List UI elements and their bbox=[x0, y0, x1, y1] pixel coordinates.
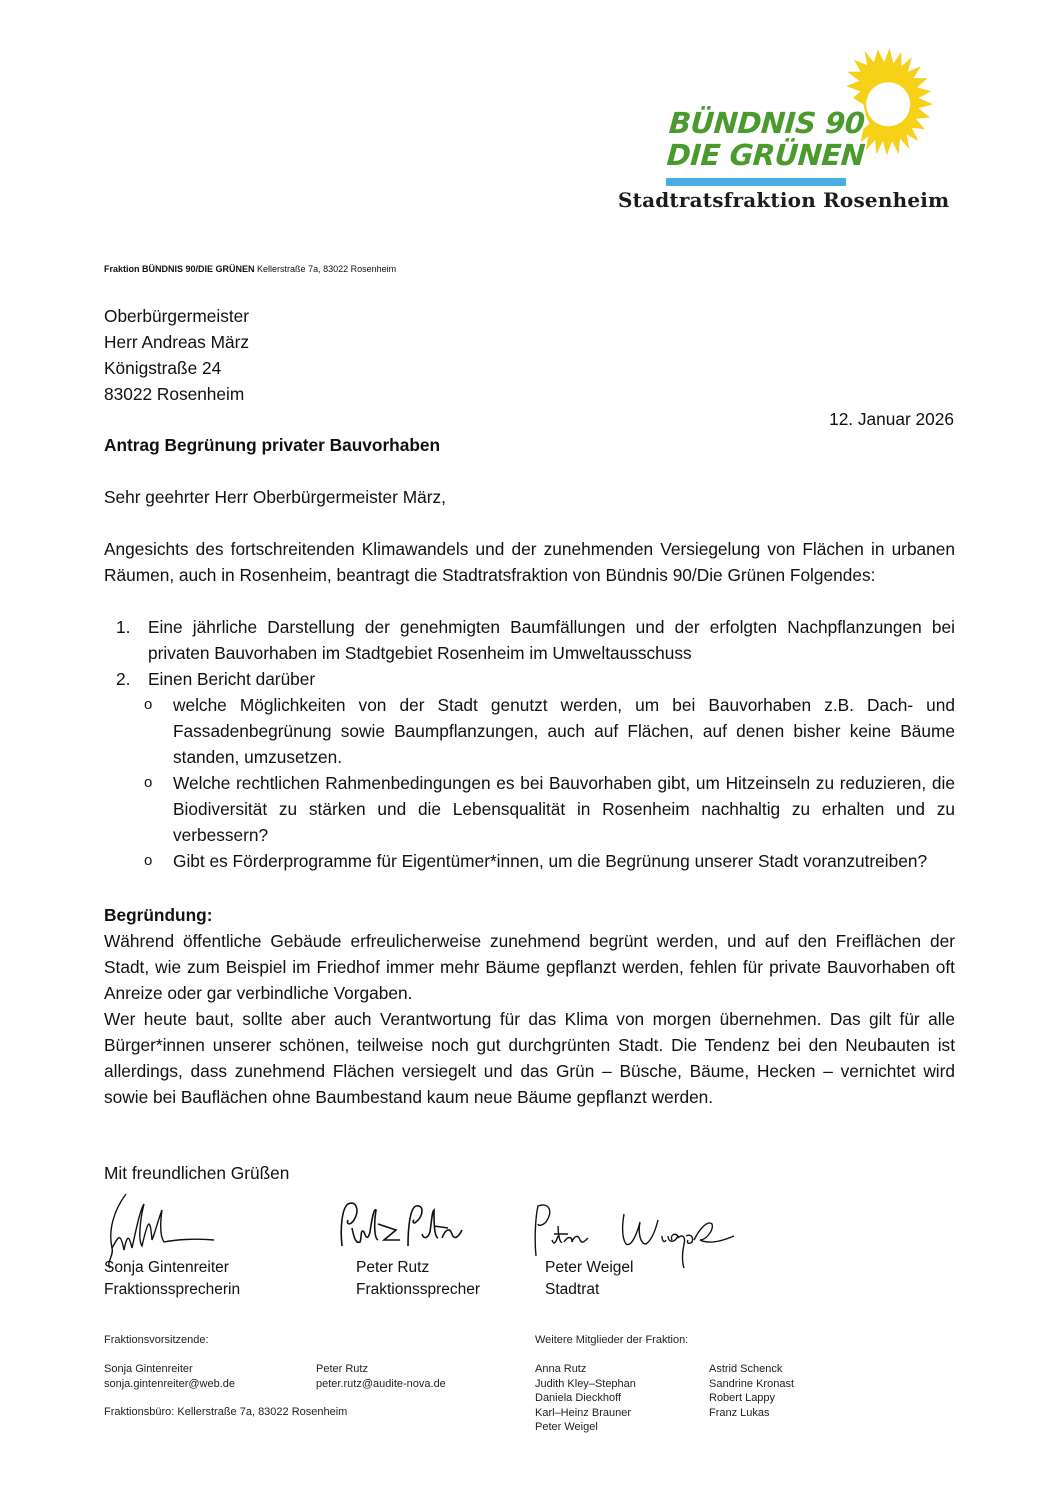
justification-body bbox=[104, 928, 955, 1110]
requests-list bbox=[104, 614, 955, 874]
footer-members-col-2 bbox=[709, 1362, 794, 1420]
chair-email[interactable]: peter.rutz@audite-nova.de bbox=[316, 1377, 446, 1390]
sub-item-text: Gibt es Förderprogramme für Eigentümer*innen, um die Begrünung unserer Stadt voranzutreiben? bbox=[173, 851, 928, 871]
recipient-line: Königstraße 24 bbox=[104, 358, 222, 378]
request-number: 2. bbox=[116, 669, 131, 689]
member-name: Robert Lappy bbox=[709, 1392, 776, 1404]
signatory-role: Stadtrat bbox=[545, 1281, 600, 1298]
justification-paragraph: Während öffentliche Gebäude erfreulicherweise zunehmend begrünt werden, und auf den Freiflächen der Stadt, wie zum Beispiel im Friedhof immer mehr Bäume gepflanzt werden, fehlen für private Bauvorhaben oft Anreize oder gar verbindliche Vorgaben. bbox=[104, 931, 955, 1003]
recipient-line: Oberbürgermeister bbox=[104, 306, 250, 326]
sub-item bbox=[104, 848, 955, 874]
footer-office: Fraktionsbüro: Kellerstraße 7a, 83022 Rosenheim bbox=[104, 1406, 348, 1418]
recipient-line: Herr Andreas März bbox=[104, 332, 250, 352]
recipient-line: 83022 Rosenheim bbox=[104, 384, 245, 404]
sub-item-text: Welche rechtlichen Rahmenbedingungen es bei Bauvorhaben gibt, um Hitzeinseln zu reduzieren, die Biodiversität zu stärken und die Lebensqualität in Rosenheim nachhaltig zu erhalten und zu verbessern? bbox=[173, 773, 955, 845]
letter-date: 12. Januar 2026 bbox=[829, 409, 954, 429]
logo-line-1: BÜNDNIS 90 bbox=[667, 106, 866, 140]
footer-chairs-heading: Fraktionsvorsitzende: bbox=[104, 1334, 209, 1346]
intro-paragraph: Angesichts des fortschreitenden Klimawandels und der zunehmenden Versiegelung von Flächen in urbanen Räumen, auch in Rosenheim, beantragt die Stadtratsfraktion von Bündnis 90/Die Grünen Folgendes: bbox=[104, 539, 955, 585]
sender-name: Fraktion BÜNDNIS 90/DIE GRÜNEN bbox=[104, 264, 255, 274]
hollow-bullet-icon: o bbox=[144, 852, 153, 869]
recipient-address bbox=[104, 303, 249, 407]
member-name: Anna Rutz bbox=[535, 1363, 587, 1375]
member-name: Franz Lukas bbox=[709, 1406, 770, 1419]
signatory-role: Fraktionssprecherin bbox=[104, 1281, 241, 1298]
logo-blue-bar bbox=[666, 178, 846, 186]
member-name: Peter Weigel bbox=[535, 1421, 598, 1433]
sub-item-text: welche Möglichkeiten von der Stadt genutzt werden, um bei Bauvorhaben z.B. Dach- und Fassadenbegrünung sowie Baumpflanzungen, auch auf Flächen, auf denen bisher keine Bäume standen, umzusetzen. bbox=[173, 695, 955, 767]
sender-address: Kellerstraße 7a, 83022 Rosenheim bbox=[257, 264, 397, 274]
chair-name: Sonja Gintenreiter bbox=[104, 1363, 193, 1375]
request-item bbox=[104, 666, 955, 692]
member-name: Judith Kley–Stephan bbox=[535, 1377, 636, 1390]
chair-name: Peter Rutz bbox=[316, 1363, 368, 1375]
footer-members-heading: Weitere Mitglieder der Fraktion: bbox=[535, 1334, 689, 1346]
subject-line: Antrag Begrünung privater Bauvorhaben bbox=[104, 435, 441, 455]
logo-subtitle: Stadtratsfraktion Rosenheim bbox=[618, 188, 950, 212]
signatory-1 bbox=[104, 1257, 240, 1301]
hollow-bullet-icon: o bbox=[144, 696, 153, 713]
sub-item bbox=[104, 692, 955, 770]
sender-line bbox=[104, 264, 396, 274]
logo-wordmark bbox=[666, 107, 868, 171]
sub-item bbox=[104, 770, 955, 848]
request-text: Einen Bericht darüber bbox=[148, 669, 316, 689]
footer-chair-2 bbox=[316, 1362, 446, 1391]
closing-phrase: Mit freundlichen Grüßen bbox=[104, 1163, 290, 1183]
member-name: Astrid Schenck bbox=[709, 1363, 783, 1375]
footer-members-col-1 bbox=[535, 1362, 636, 1435]
signatory-name: Peter Weigel bbox=[545, 1259, 634, 1276]
member-name: Sandrine Kronast bbox=[709, 1377, 794, 1390]
footer-chair-1 bbox=[104, 1362, 235, 1391]
member-name: Karl–Heinz Brauner bbox=[535, 1406, 631, 1419]
signatory-name: Peter Rutz bbox=[356, 1259, 430, 1276]
justification-heading: Begründung: bbox=[104, 905, 213, 925]
logo-line-2: DIE GRÜNEN bbox=[665, 138, 866, 172]
member-name: Daniela Dieckhoff bbox=[535, 1392, 622, 1404]
signatory-name: Sonja Gintenreiter bbox=[104, 1259, 229, 1276]
hollow-bullet-icon: o bbox=[144, 774, 153, 791]
justification-paragraph: Wer heute baut, sollte aber auch Verantwortung für das Klima von morgen übernehmen. Das gilt für alle Bürger*innen unserer schönen, teilweise noch gut durchgrünten Stadt. Die Tendenz bei den Neubauten ist allerdings, dass zunehmend Flächen versiegelt und das Grün – Büsche, Bäume, Hecken – vernichtet wird sowie bei Bauflächen ohne Baumbestand kaum neue Bäume gepflanzt werden. bbox=[104, 1009, 955, 1107]
signatory-2 bbox=[356, 1257, 480, 1301]
request-item bbox=[104, 614, 955, 666]
request-number: 1. bbox=[116, 617, 131, 637]
signatory-3 bbox=[545, 1257, 633, 1301]
chair-email[interactable]: sonja.gintenreiter@web.de bbox=[104, 1377, 236, 1390]
salutation: Sehr geehrter Herr Oberbürgermeister März, bbox=[104, 487, 446, 507]
request-text: Eine jährliche Darstellung der genehmigten Baumfällungen und der erfolgten Nachpflanzungen bei privaten Bauvorhaben im Stadtgebiet Rosenheim im Umweltausschuss bbox=[148, 617, 955, 663]
signature-rutz bbox=[338, 1198, 468, 1258]
signatory-role: Fraktionssprecher bbox=[356, 1281, 481, 1298]
